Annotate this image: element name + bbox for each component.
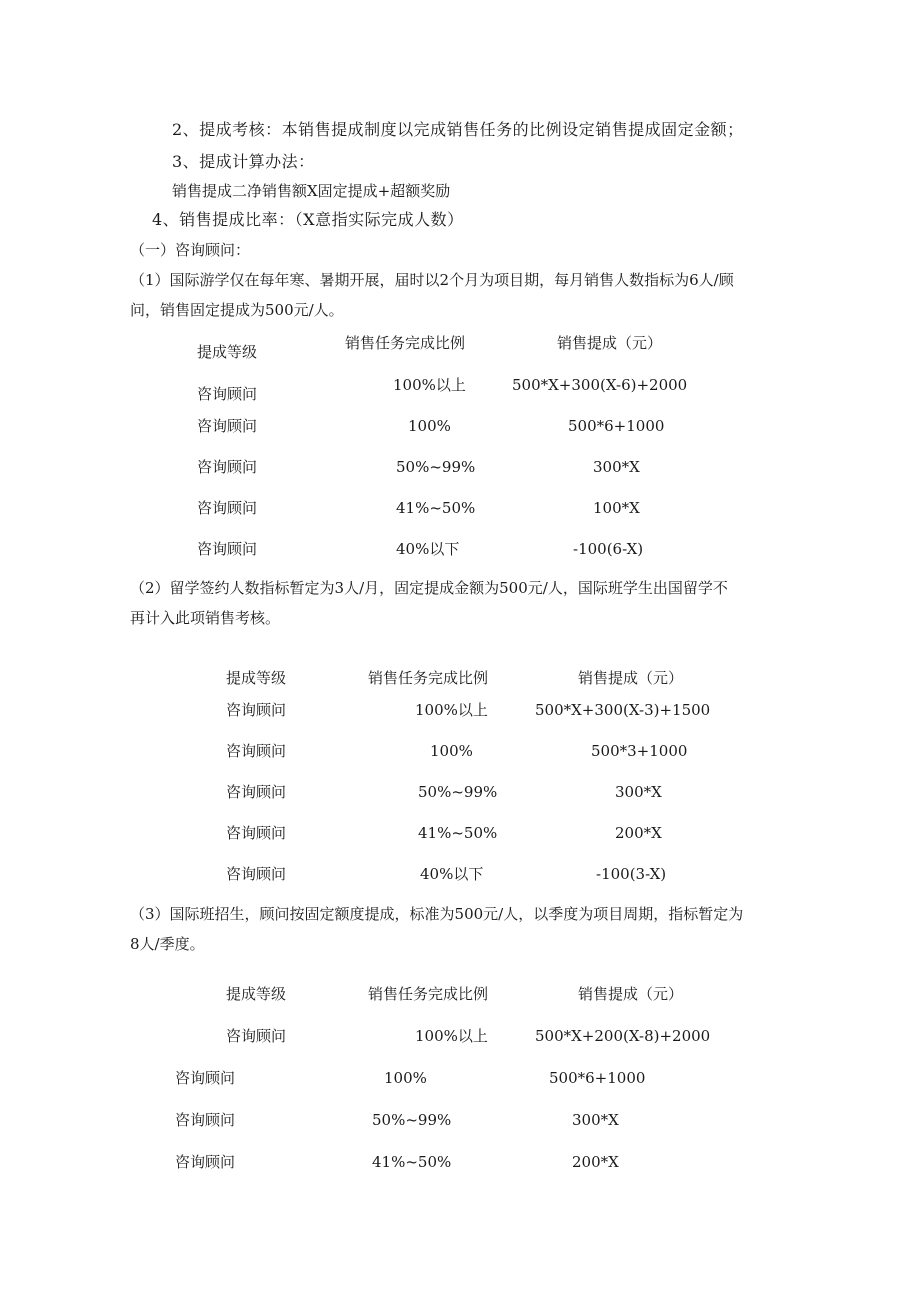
subsection-1-heading: （一）咨询顾问： bbox=[130, 241, 251, 259]
table-2-row-1-commission: 500*X+300(X-3)+1500 bbox=[535, 701, 711, 719]
paragraph-2-line-1: （2）留学签约人数指标暂定为3人/月，固定提成金额为500元/人，国际班学生出国留学不 bbox=[130, 579, 728, 597]
table-2-row-4-level: 咨询顾问 bbox=[226, 824, 287, 842]
item-4-heading: 4、销售提成比率：（X意指实际完成人数） bbox=[152, 210, 464, 229]
table-2-row-2-ratio: 100% bbox=[430, 742, 473, 760]
table-2-header-ratio: 销售任务完成比例 bbox=[368, 669, 489, 687]
table-3-header-ratio: 销售任务完成比例 bbox=[368, 985, 489, 1003]
table-3-row-4-ratio: 41%~50% bbox=[372, 1153, 452, 1171]
table-1-row-2-ratio: 100% bbox=[408, 417, 451, 435]
item-3-heading: 3、提成计算办法： bbox=[172, 152, 315, 171]
table-2-row-1-level: 咨询顾问 bbox=[226, 701, 287, 719]
table-1-row-5-level: 咨询顾问 bbox=[197, 540, 258, 558]
table-3-row-3-ratio: 50%~99% bbox=[372, 1111, 452, 1129]
table-3-row-4-commission: 200*X bbox=[572, 1153, 619, 1171]
table-1-header-commission: 销售提成（元） bbox=[557, 334, 663, 352]
table-2-row-2-commission: 500*3+1000 bbox=[591, 742, 688, 760]
table-3-row-4-level: 咨询顾问 bbox=[175, 1153, 236, 1171]
table-2-row-2-level: 咨询顾问 bbox=[226, 742, 287, 760]
table-3-header-level: 提成等级 bbox=[226, 985, 287, 1003]
table-3-row-1-ratio: 100%以上 bbox=[415, 1027, 488, 1045]
table-3-row-3-level: 咨询顾问 bbox=[175, 1111, 236, 1129]
table-1-row-4-commission: 100*X bbox=[593, 499, 640, 517]
table-3-row-3-commission: 300*X bbox=[572, 1111, 619, 1129]
item-2-heading: 2、提成考核：本销售提成制度以完成销售任务的比例设定销售提成固定金额； bbox=[172, 120, 744, 139]
table-3-row-1-commission: 500*X+200(X-8)+2000 bbox=[535, 1027, 711, 1045]
table-1-row-2-level: 咨询顾问 bbox=[197, 417, 258, 435]
table-1-row-4-ratio: 41%~50% bbox=[396, 499, 476, 517]
table-2-header-commission: 销售提成（元） bbox=[578, 669, 684, 687]
table-3-row-2-level: 咨询顾问 bbox=[175, 1069, 236, 1087]
table-1-row-3-commission: 300*X bbox=[593, 458, 640, 476]
table-1-row-1-ratio: 100%以上 bbox=[393, 376, 466, 394]
formula-line: 销售提成二净销售额X固定提成+超额奖励 bbox=[172, 182, 451, 200]
table-2-row-3-ratio: 50%~99% bbox=[418, 783, 498, 801]
table-1-row-1-level: 咨询顾问 bbox=[197, 385, 258, 403]
table-2-header-level: 提成等级 bbox=[226, 669, 287, 687]
table-3-row-2-ratio: 100% bbox=[384, 1069, 427, 1087]
table-3-row-2-commission: 500*6+1000 bbox=[549, 1069, 646, 1087]
table-3-row-1-level: 咨询顾问 bbox=[226, 1027, 287, 1045]
table-2-row-5-commission: -100(3-X) bbox=[596, 865, 667, 883]
table-1-header-level: 提成等级 bbox=[197, 343, 258, 361]
paragraph-1-line-2: 问，销售固定提成为500元/人。 bbox=[130, 301, 344, 319]
table-1-row-2-commission: 500*6+1000 bbox=[568, 417, 665, 435]
paragraph-1-line-1: （1）国际游学仅在每年寒、暑期开展，届时以2个月为项目期，每月销售人数指标为6人/顾 bbox=[130, 271, 734, 289]
table-3-header-commission: 销售提成（元） bbox=[578, 985, 684, 1003]
table-1-row-3-ratio: 50%~99% bbox=[396, 458, 476, 476]
table-1-row-1-commission: 500*X+300(X-6)+2000 bbox=[512, 376, 688, 394]
paragraph-3-line-2: 8人/季度。 bbox=[130, 935, 205, 953]
table-1-row-3-level: 咨询顾问 bbox=[197, 458, 258, 476]
paragraph-2-line-2: 再计入此项销售考核。 bbox=[130, 609, 281, 627]
table-2-row-3-level: 咨询顾问 bbox=[226, 783, 287, 801]
paragraph-3-line-1: （3）国际班招生，顾问按固定额度提成，标准为500元/人，以季度为项目周期，指标暂定为 bbox=[130, 905, 744, 923]
table-2-row-5-ratio: 40%以下 bbox=[420, 865, 484, 883]
table-1-header-ratio: 销售任务完成比例 bbox=[345, 334, 466, 352]
table-2-row-5-level: 咨询顾问 bbox=[226, 865, 287, 883]
table-1-row-5-ratio: 40%以下 bbox=[396, 540, 460, 558]
table-2-row-4-commission: 200*X bbox=[615, 824, 662, 842]
table-2-row-4-ratio: 41%~50% bbox=[418, 824, 498, 842]
table-1-row-4-level: 咨询顾问 bbox=[197, 499, 258, 517]
table-2-row-1-ratio: 100%以上 bbox=[415, 701, 488, 719]
table-2-row-3-commission: 300*X bbox=[615, 783, 662, 801]
table-1-row-5-commission: -100(6-X) bbox=[573, 540, 644, 558]
